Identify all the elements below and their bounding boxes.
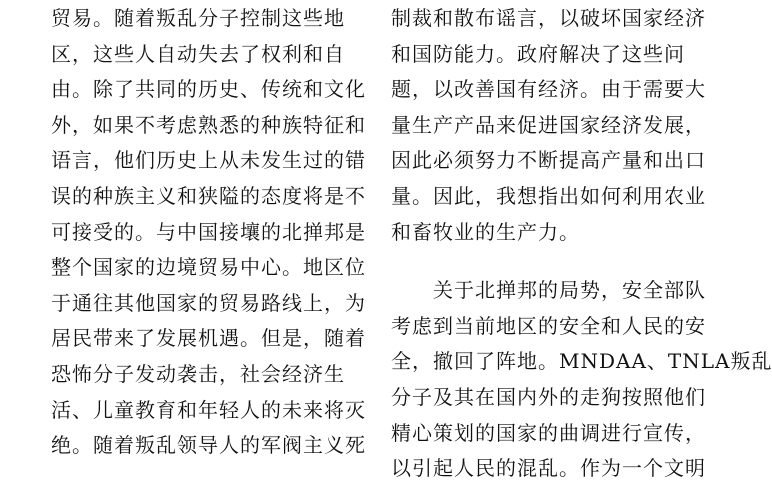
text-line: 语言，他们历史上从未发生过的错 <box>51 148 366 173</box>
text-line: 和国防能力。政府解决了这些问 <box>391 41 685 66</box>
text-line: 和畜牧业的生产力。 <box>391 219 580 244</box>
text-line: 由。除了共同的历史、传统和文化 <box>51 77 366 102</box>
text-line: 以引起人民的混乱。作为一个文明 <box>391 456 706 481</box>
text-line: 误的种族主义和狭隘的态度将是不 <box>51 183 366 208</box>
paragraph-gap <box>391 250 741 273</box>
text-line: 题，以改善国有经济。由于需要大 <box>391 77 706 102</box>
left-text-column <box>51 1 381 464</box>
text-line: 居民带来了发展机遇。但是，随着 <box>51 326 366 351</box>
text-line: 量。因此，我想指出如何利用农业 <box>391 183 706 208</box>
text-line: 绝。随着叛乱领导人的军阀主义死 <box>51 433 366 458</box>
right-text-column <box>391 1 772 487</box>
text-line: 精心策划的国家的曲调进行宣传， <box>391 420 706 445</box>
text-line: 外，如果不考虑熟悉的种族特征和 <box>51 112 366 137</box>
text-line: 分子及其在国内外的走狗按照他们 <box>391 384 706 409</box>
paragraph-security <box>391 273 772 487</box>
text-line: 活、儿童教育和年轻人的未来将灭 <box>51 397 366 422</box>
text-line: 全，撤回了阵地。MNDAA、TNLA叛乱 <box>391 349 772 374</box>
text-line: 量生产产品来促进国家经济发展， <box>391 112 706 137</box>
text-line: 区，这些人自动失去了权利和自 <box>51 41 345 66</box>
text-line: 整个国家的边境贸易中心。地区位 <box>51 255 366 280</box>
paragraph-economy <box>391 1 741 250</box>
text-line: 于通往其他国家的贸易路线上，为 <box>51 290 366 315</box>
text-line: 因此必须努力不断提高产量和出口 <box>391 148 706 173</box>
text-line: 关于北掸邦的局势，安全部队 <box>391 278 706 303</box>
text-line: 可接受的。与中国接壤的北掸邦是 <box>51 219 366 244</box>
text-line: 制裁和散布谣言，以破坏国家经济 <box>391 6 706 30</box>
text-line: 恐怖分子发动袭击，社会经济生 <box>51 361 345 386</box>
text-line: 贸易。随着叛乱分子控制这些地 <box>51 6 345 30</box>
text-line: 考虑到当前地区的安全和人民的安 <box>391 313 706 338</box>
